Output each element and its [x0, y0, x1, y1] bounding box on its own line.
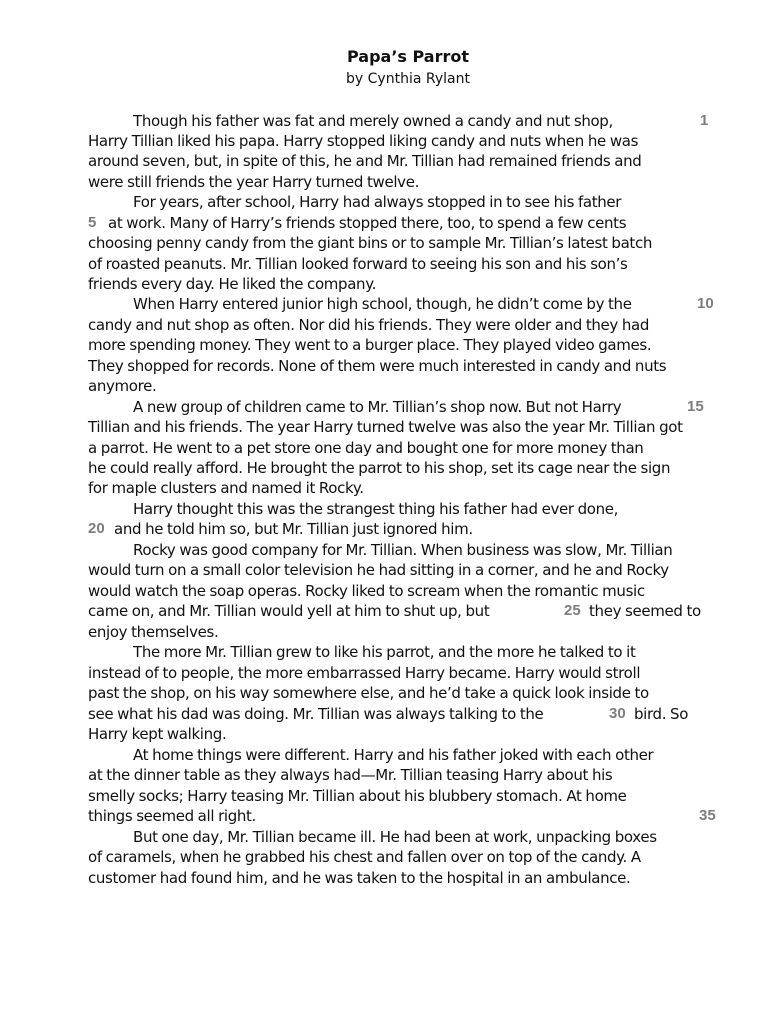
text-line: Harry kept walking. [88, 725, 227, 743]
story-author: by Cynthia Rylant [346, 71, 470, 87]
text-line: of caramels, when he grabbed his chest and fallen over on top of the candy. A [88, 848, 641, 866]
text-line: Tillian and his friends. The year Harry turned twelve was also the year Mr. Tillian got [88, 418, 683, 436]
text-line: choosing penny candy from the giant bins or to sample Mr. Tillian’s latest batch [88, 234, 652, 252]
line-number: 20 [88, 520, 105, 537]
text-line: see what his dad was doing. Mr. Tillian was always talking to the [88, 705, 544, 723]
text-line: At home things were different. Harry and his father joked with each other [133, 746, 654, 764]
text-line: at the dinner table as they always had—Mr. Tillian teasing Harry about his [88, 766, 613, 784]
text-line: Harry Tillian liked his papa. Harry stopped liking candy and nuts when he was [88, 132, 639, 150]
line-number: 15 [687, 398, 704, 415]
text-line: Harry thought this was the strangest thing his father had ever done, [133, 500, 619, 518]
line-number: 30 [609, 705, 626, 722]
text-line: for maple clusters and named it Rocky. [88, 479, 364, 497]
text-line: past the shop, on his way somewhere else, and he’d take a quick look inside to [88, 684, 649, 702]
text-line: When Harry entered junior high school, though, he didn’t come by the [133, 295, 632, 313]
text-line: They shopped for records. None of them were much interested in candy and nuts [88, 357, 667, 375]
text-line: things seemed all right. [88, 807, 256, 825]
line-number: 10 [697, 295, 714, 312]
text-line: would watch the soap operas. Rocky liked to scream when the romantic music [88, 582, 645, 600]
text-line: were still friends the year Harry turned twelve. [88, 173, 419, 191]
text-line: The more Mr. Tillian grew to like his parrot, and the more he talked to it [133, 643, 636, 661]
text-line: A new group of children came to Mr. Tillian’s shop now. But not Harry [133, 398, 622, 416]
text-line: bird. So [634, 705, 689, 723]
text-line: candy and nut shop as often. Nor did his friends. They were older and they had [88, 316, 650, 334]
text-line: more spending money. They went to a burger place. They played video games. [88, 336, 652, 354]
text-line: Rocky was good company for Mr. Tillian. When business was slow, Mr. Tillian [133, 541, 673, 559]
text-line: they seemed to [589, 602, 701, 620]
text-line: and he told him so, but Mr. Tillian just ignored him. [114, 520, 473, 538]
text-line: a parrot. He went to a pet store one day and bought one for more money than [88, 439, 644, 457]
line-number: 1 [700, 112, 709, 129]
text-line: anymore. [88, 377, 157, 395]
story-title: Papa’s Parrot [346, 47, 470, 66]
text-line: For years, after school, Harry had always stopped in to see his father [133, 193, 622, 211]
text-line: came on, and Mr. Tillian would yell at him to shut up, but [88, 602, 490, 620]
text-line: enjoy themselves. [88, 623, 219, 641]
text-line: But one day, Mr. Tillian became ill. He had been at work, unpacking boxes [133, 828, 657, 846]
text-line: of roasted peanuts. Mr. Tillian looked forward to seeing his son and his son’s [88, 255, 628, 273]
text-line: customer had found him, and he was taken to the hospital in an ambulance. [88, 869, 631, 887]
text-line: at work. Many of Harry’s friends stopped there, too, to spend a few cents [108, 214, 627, 232]
text-line: instead of to people, the more embarrassed Harry became. Harry would stroll [88, 664, 641, 682]
text-line: Though his father was fat and merely owned a candy and nut shop, [133, 112, 613, 130]
text-line: he could really afford. He brought the parrot to his shop, set its cage near the sign [88, 459, 671, 477]
line-number: 5 [88, 214, 97, 231]
line-number: 25 [564, 602, 581, 619]
text-line: smelly socks; Harry teasing Mr. Tillian about his blubbery stomach. At home [88, 787, 627, 805]
text-line: around seven, but, in spite of this, he and Mr. Tillian had remained friends and [88, 152, 642, 170]
line-number: 35 [699, 807, 716, 824]
text-line: friends every day. He liked the company. [88, 275, 377, 293]
text-line: would turn on a small color television he had sitting in a corner, and he and Rocky [88, 561, 669, 579]
